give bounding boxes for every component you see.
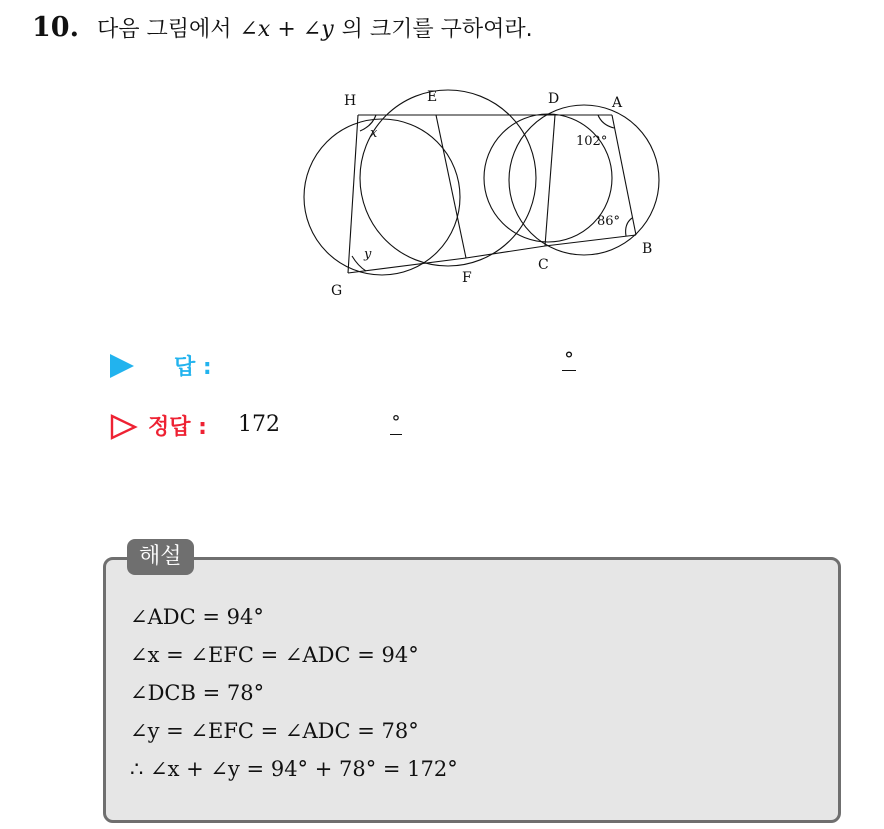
circle-middle <box>360 90 536 266</box>
circle-left <box>304 119 460 275</box>
line-DC <box>545 115 555 246</box>
correct-arrow-icon <box>110 414 138 440</box>
explanation-title: 해설 <box>127 539 194 575</box>
explanation-lines <box>130 598 458 788</box>
label-A: A <box>612 95 623 111</box>
correct-unit: ° <box>391 412 401 433</box>
line-EF <box>436 115 466 258</box>
question-text-after: 의 크기를 구하여라. <box>341 17 533 42</box>
answer-arrow-icon <box>110 354 134 378</box>
arc-angle-A <box>598 115 614 128</box>
explanation-line: ∠DCB = 78° <box>130 681 265 705</box>
question-number: 10. <box>32 12 79 43</box>
circle-right <box>509 105 659 255</box>
label-angle-x: x <box>370 126 378 141</box>
correct-value: 172 <box>238 412 280 437</box>
label-G: G <box>331 283 343 299</box>
explanation-line: ∠ADC = 94° <box>130 605 264 629</box>
question-math: ∠x + ∠y <box>239 17 334 42</box>
label-C: C <box>538 257 549 273</box>
explanation-line: ∠y = ∠EFC = ∠ADC = 78° <box>130 719 419 743</box>
label-B: B <box>642 241 653 257</box>
label-D: D <box>548 91 560 107</box>
geometry-figure <box>0 0 884 330</box>
answer-label: 답 : <box>174 355 212 380</box>
question-text-before: 다음 그림에서 <box>96 17 232 42</box>
explanation-line: ∴ ∠x + ∠y = 94° + 78° = 172° <box>130 757 458 781</box>
answer-row <box>110 347 574 380</box>
correct-label: 정답 : <box>148 415 207 440</box>
arc-angle-B <box>626 218 632 236</box>
answer-unit: ° <box>564 347 574 371</box>
label-H: H <box>344 93 357 109</box>
line-FC <box>466 246 545 258</box>
label-F: F <box>462 270 472 286</box>
label-angle-y: y <box>364 247 372 262</box>
explanation-line: ∠x = ∠EFC = ∠ADC = 94° <box>130 643 419 667</box>
label-angle-A: 102° <box>576 134 608 149</box>
line-HG <box>348 115 358 273</box>
correct-answer-row <box>110 410 510 444</box>
label-angle-B: 86° <box>597 214 621 229</box>
label-E: E <box>427 89 438 105</box>
